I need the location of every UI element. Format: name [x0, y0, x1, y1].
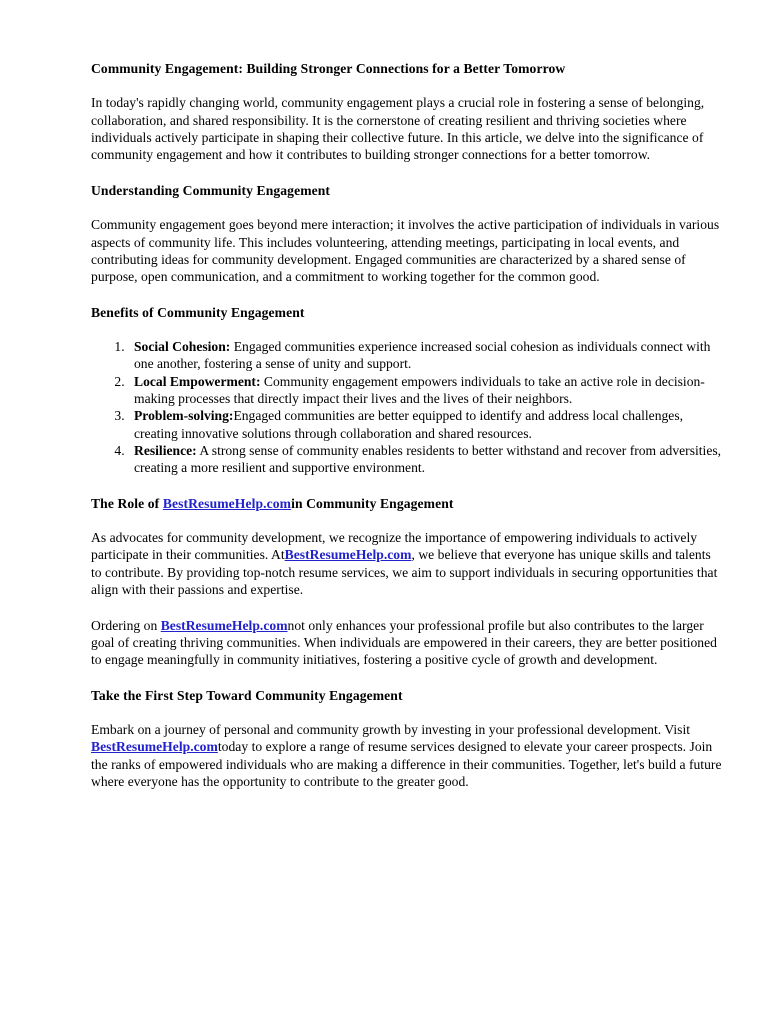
brand-link[interactable]: BestResumeHelp.com	[160, 617, 288, 633]
section-heading-role	[91, 495, 724, 512]
paragraph-text-after: not only enhances your professional profile but also contributes to the larger goal of creating thriving communities. When individuals are empowered in their careers, they are better positioned to engage meaningfully in community initiatives, fostering a positive cycle of growth and development.	[91, 617, 717, 668]
document-body	[91, 60, 724, 808]
section-heading-understanding: Understanding Community Engagement	[91, 182, 331, 198]
list-item-lead: Local Empowerment:	[134, 373, 261, 389]
heading-suffix-text: in Community Engagement	[291, 495, 454, 511]
list-item	[128, 373, 724, 408]
list-item-text: Community engagement empowers individuals to take an active role in decision-making processes that directly impact their lives and the lives of their neighbors.	[134, 373, 705, 406]
list-item-lead: Problem-solving:	[134, 408, 234, 424]
understanding-paragraph: Community engagement goes beyond mere interaction; it involves the active participation of individuals in various aspects of community life. This includes volunteering, attending meetings, participating in local events, and contributing ideas for community development. Engaged communities are characterized by a shared sense of purpose, open communication, and a commitment to working together for the common good.	[91, 217, 720, 285]
section-heading-take-first-step: Take the First Step Toward Community Engagement	[91, 687, 403, 703]
list-item-lead: Resilience:	[134, 443, 197, 459]
brand-link[interactable]: BestResumeHelp.com	[284, 547, 412, 563]
section-heading-benefits: Benefits of Community Engagement	[91, 304, 305, 320]
list-item	[128, 442, 724, 477]
page-title: Community Engagement: Building Stronger Connections for a Better Tomorrow	[91, 61, 566, 76]
brand-link[interactable]: BestResumeHelp.com	[91, 739, 218, 755]
paragraph-text-before: Ordering on	[91, 617, 161, 633]
heading-prefix-text: The Role of	[91, 495, 163, 511]
list-item-lead: Social Cohesion:	[134, 338, 231, 354]
intro-paragraph: In today's rapidly changing world, community engagement plays a crucial role in fostering a sense of belonging, collaboration, and shared responsibility. It is the cornerstone of creating resilient and thriving societies where individuals actively participate in shaping their collective future. In this article, we delve into the significance of community engagement and how it contributes to building stronger connections for a better tomorrow.	[91, 95, 705, 163]
role-paragraph-2	[91, 617, 724, 669]
closing-paragraph	[91, 721, 724, 790]
paragraph-text-after: today to explore a range of resume services designed to elevate your career prospects. Join the ranks of empowered individuals who are making a difference in their communities. Together, let's build a future where everyone has the opportunity to contribute to the greater good.	[91, 739, 722, 789]
paragraph-text-after: , we believe that everyone has unique skills and talents to contribute. By providing top-notch resume services, we aim to support individuals in securing opportunities that align with their passions and expertise.	[91, 547, 718, 598]
paragraph-text-before: As advocates for community development, we recognize the importance of empowering individuals to actively participate in their communities. At	[91, 530, 698, 563]
list-item-text: A strong sense of community enables residents to better withstand and recover from adversities, creating a more resilient and supportive environment.	[134, 443, 722, 476]
paragraph-text-before: Embark on a journey of personal and community growth by investing in your professional development. Visit	[91, 721, 691, 737]
benefits-list	[91, 338, 724, 477]
list-item-text: Engaged communities experience increased social cohesion as individuals connect with one another, fostering a sense of unity and support.	[134, 338, 711, 372]
brand-link[interactable]: BestResumeHelp.com	[162, 495, 292, 511]
list-item	[128, 407, 724, 442]
list-item-text: Engaged communities are better equipped to identify and address local challenges, creating innovative solutions through collaboration and shared resources.	[134, 408, 684, 441]
list-item	[128, 338, 724, 373]
role-paragraph-1	[91, 529, 724, 598]
